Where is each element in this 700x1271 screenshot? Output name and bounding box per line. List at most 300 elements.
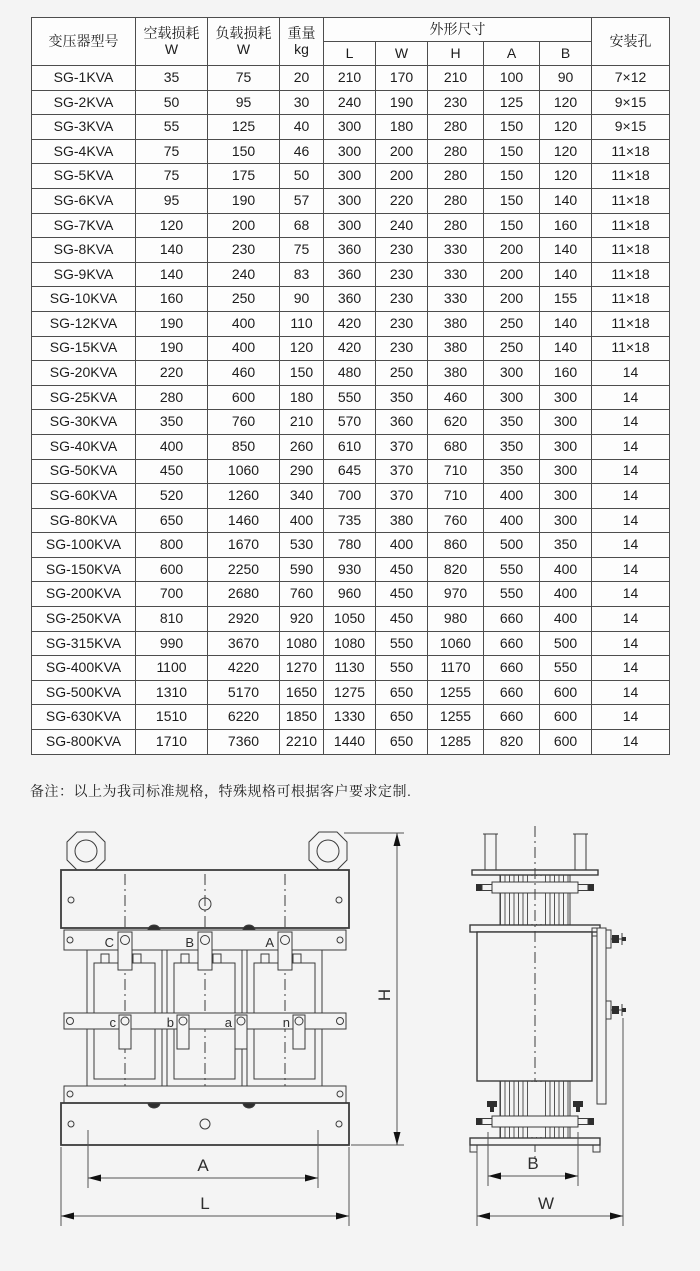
dim-l-cell: 700 [324,484,376,509]
dim-b-cell: 300 [540,410,592,435]
weight-cell: 590 [280,557,324,582]
dim-l-cell: 735 [324,508,376,533]
dim-w-cell: 370 [376,459,428,484]
load-loss-cell: 1260 [208,484,280,509]
model-cell: SG-50KVA [32,459,136,484]
dim-a-cell: 150 [484,188,540,213]
header-load-unit: W [236,40,251,57]
load-loss-cell: 250 [208,287,280,312]
mounting-hole-cell: 14 [592,656,670,681]
table-row [32,66,670,91]
terminal-label-b: b [166,1015,174,1030]
load-loss-cell: 1060 [208,459,280,484]
weight-cell: 920 [280,607,324,632]
noload-loss-cell: 120 [136,213,208,238]
table-row [32,287,670,312]
weight-cell: 40 [280,115,324,140]
mounting-hole-cell: 11×18 [592,188,670,213]
dim-l-cell: 300 [324,115,376,140]
table-row [32,533,670,558]
dim-w-cell: 230 [376,336,428,361]
model-cell: SG-100KVA [32,533,136,558]
model-cell: SG-800KVA [32,730,136,755]
model-cell: SG-80KVA [32,508,136,533]
dim-w-cell: 650 [376,680,428,705]
dim-h-cell: 380 [428,336,484,361]
transformer-side-view-drawing [440,820,690,1234]
table-row [32,631,670,656]
dimension-label-l: L [200,1194,210,1213]
noload-loss-cell: 140 [136,238,208,263]
load-loss-cell: 460 [208,361,280,386]
load-loss-cell: 240 [208,262,280,287]
weight-cell: 75 [280,238,324,263]
noload-loss-cell: 190 [136,311,208,336]
dim-w-cell: 220 [376,188,428,213]
load-loss-cell: 600 [208,385,280,410]
header-load-loss [208,18,280,66]
dim-l-cell: 1275 [324,680,376,705]
mounting-hole-cell: 11×18 [592,262,670,287]
noload-loss-cell: 1310 [136,680,208,705]
noload-loss-cell: 95 [136,188,208,213]
weight-cell: 20 [280,66,324,91]
dim-a-cell: 660 [484,607,540,632]
dim-l-cell: 300 [324,164,376,189]
model-cell: SG-400KVA [32,656,136,681]
dim-h-cell: 1285 [428,730,484,755]
dim-h-cell: 620 [428,410,484,435]
table-row [32,730,670,755]
dim-a-cell: 550 [484,557,540,582]
dimension-label-w: W [537,1194,555,1213]
model-cell: SG-60KVA [32,484,136,509]
terminal-label-n: n [282,1015,290,1030]
dim-h-cell: 330 [428,238,484,263]
model-cell: SG-30KVA [32,410,136,435]
dim-h-cell: 280 [428,164,484,189]
note-text: 备注：以上为我司标准规格，特殊规格可根据客户要求定制. [30,783,412,799]
dim-l-cell: 1330 [324,705,376,730]
dim-w-cell: 230 [376,238,428,263]
dimension-h [344,833,404,1145]
noload-loss-cell: 1710 [136,730,208,755]
terminal-label-C: C [104,935,114,950]
weight-cell: 760 [280,582,324,607]
dim-b-cell: 300 [540,484,592,509]
mounting-hole-cell: 9×15 [592,115,670,140]
dimension-label-a: A [197,1156,209,1175]
dim-b-cell: 160 [540,361,592,386]
dim-w-cell: 370 [376,484,428,509]
mounting-hole-cell: 14 [592,582,670,607]
mounting-hole-cell: 14 [592,607,670,632]
noload-loss-cell: 600 [136,557,208,582]
dim-w-cell: 350 [376,385,428,410]
load-loss-cell: 150 [208,139,280,164]
load-loss-cell: 1460 [208,508,280,533]
dim-h-cell: 710 [428,484,484,509]
weight-cell: 260 [280,434,324,459]
dim-w-cell: 230 [376,262,428,287]
load-loss-cell: 7360 [208,730,280,755]
dim-l-cell: 1080 [324,631,376,656]
mounting-hole-cell: 14 [592,680,670,705]
model-cell: SG-150KVA [32,557,136,582]
dim-b-cell: 120 [540,90,592,115]
dim-a-cell: 100 [484,66,540,91]
noload-loss-cell: 55 [136,115,208,140]
noload-loss-cell: 810 [136,607,208,632]
dim-w-cell: 370 [376,434,428,459]
dim-w-cell: 650 [376,730,428,755]
dim-w-cell: 450 [376,557,428,582]
weight-cell: 120 [280,336,324,361]
dim-l-cell: 550 [324,385,376,410]
model-cell: SG-3KVA [32,115,136,140]
dim-b-cell: 550 [540,656,592,681]
model-cell: SG-15KVA [32,336,136,361]
mounting-hole-cell: 14 [592,533,670,558]
dim-a-cell: 150 [484,164,540,189]
model-cell: SG-8KVA [32,238,136,263]
load-loss-cell: 5170 [208,680,280,705]
dim-l-cell: 210 [324,66,376,91]
load-loss-cell: 75 [208,66,280,91]
dim-h-cell: 1255 [428,705,484,730]
dim-h-cell: 280 [428,115,484,140]
dim-b-cell: 160 [540,213,592,238]
dim-a-cell: 200 [484,238,540,263]
load-loss-cell: 4220 [208,656,280,681]
noload-loss-cell: 35 [136,66,208,91]
mounting-hole-cell: 14 [592,410,670,435]
noload-loss-cell: 280 [136,385,208,410]
dim-b-cell: 140 [540,336,592,361]
mounting-hole-cell: 14 [592,459,670,484]
load-loss-cell: 95 [208,90,280,115]
dim-l-cell: 420 [324,311,376,336]
dim-l-cell: 570 [324,410,376,435]
dim-h-cell: 210 [428,66,484,91]
dim-a-cell: 350 [484,459,540,484]
mounting-hole-cell: 14 [592,730,670,755]
table-header [32,18,670,66]
noload-loss-cell: 1100 [136,656,208,681]
dim-w-cell: 650 [376,705,428,730]
terminal-label-B: B [185,935,194,950]
weight-cell: 30 [280,90,324,115]
side-terminal-bolt-2 [606,1001,626,1019]
dim-a-cell: 820 [484,730,540,755]
load-loss-cell: 850 [208,434,280,459]
noload-loss-cell: 400 [136,434,208,459]
dim-h-cell: 820 [428,557,484,582]
dim-h-cell: 680 [428,434,484,459]
noload-loss-cell: 700 [136,582,208,607]
dim-w-cell: 200 [376,164,428,189]
table-row [32,311,670,336]
table-row [32,656,670,681]
dim-a-cell: 550 [484,582,540,607]
weight-cell: 57 [280,188,324,213]
dim-b-cell: 300 [540,508,592,533]
dim-b-cell: 90 [540,66,592,91]
dim-h-cell: 1060 [428,631,484,656]
load-loss-cell: 125 [208,115,280,140]
bottom-core-stack [470,1081,600,1152]
noload-loss-cell: 75 [136,164,208,189]
table-row [32,459,670,484]
dim-a-cell: 200 [484,262,540,287]
load-loss-cell: 6220 [208,705,280,730]
table-row [32,164,670,189]
dim-h-cell: 380 [428,311,484,336]
model-cell: SG-4KVA [32,139,136,164]
mounting-hole-cell: 11×18 [592,164,670,189]
dim-a-cell: 300 [484,361,540,386]
dim-h-cell: 710 [428,459,484,484]
weight-cell: 180 [280,385,324,410]
dim-l-cell: 1440 [324,730,376,755]
dim-a-cell: 250 [484,336,540,361]
dim-l-cell: 420 [324,336,376,361]
table-row [32,262,670,287]
dim-a-cell: 150 [484,213,540,238]
mounting-hole-cell: 9×15 [592,90,670,115]
table-row [32,705,670,730]
dim-a-cell: 150 [484,115,540,140]
side-terminal-bolt-1 [606,930,626,948]
header-dim-a: A [484,42,540,66]
dim-w-cell: 200 [376,139,428,164]
dim-b-cell: 300 [540,434,592,459]
table-row [32,115,670,140]
mounting-hole-cell: 11×18 [592,139,670,164]
weight-cell: 1270 [280,656,324,681]
noload-loss-cell: 350 [136,410,208,435]
dim-b-cell: 120 [540,164,592,189]
dim-b-cell: 140 [540,188,592,213]
side-terminal-panel [592,928,626,1104]
noload-loss-cell: 800 [136,533,208,558]
dim-b-cell: 400 [540,557,592,582]
model-cell: SG-2KVA [32,90,136,115]
bottom-clamp-bar [64,1086,346,1103]
dimension-label-b: B [527,1154,539,1173]
dim-b-cell: 600 [540,705,592,730]
model-cell: SG-200KVA [32,582,136,607]
model-cell: SG-500KVA [32,680,136,705]
table-row [32,90,670,115]
weight-cell: 1650 [280,680,324,705]
mounting-hole-cell: 11×18 [592,238,670,263]
lifting-eye-left [67,832,105,870]
dim-l-cell: 1130 [324,656,376,681]
mounting-hole-cell: 11×18 [592,336,670,361]
header-dimensions: 外形尺寸 [324,18,592,42]
dim-a-cell: 400 [484,484,540,509]
noload-loss-cell: 990 [136,631,208,656]
dim-w-cell: 450 [376,607,428,632]
dim-l-cell: 1050 [324,607,376,632]
dim-a-cell: 660 [484,631,540,656]
dim-b-cell: 300 [540,459,592,484]
dim-h-cell: 380 [428,361,484,386]
header-load-label: 负载损耗 [215,24,272,41]
terminal-label-a: a [224,1015,232,1030]
dim-h-cell: 280 [428,188,484,213]
load-loss-cell: 2680 [208,582,280,607]
dim-h-cell: 860 [428,533,484,558]
noload-loss-cell: 160 [136,287,208,312]
dim-w-cell: 400 [376,533,428,558]
noload-loss-cell: 140 [136,262,208,287]
dim-l-cell: 360 [324,238,376,263]
header-noload-label: 空载损耗 [143,24,200,41]
weight-cell: 400 [280,508,324,533]
noload-loss-cell: 450 [136,459,208,484]
top-core-stack [470,870,600,932]
table-row [32,385,670,410]
dim-h-cell: 1255 [428,680,484,705]
mounting-hole-cell: 14 [592,361,670,386]
weight-cell: 46 [280,139,324,164]
model-cell: SG-630KVA [32,705,136,730]
dim-h-cell: 280 [428,139,484,164]
dim-w-cell: 190 [376,90,428,115]
lifting-eye-right [309,832,347,870]
load-loss-cell: 400 [208,336,280,361]
dim-l-cell: 645 [324,459,376,484]
dim-b-cell: 300 [540,385,592,410]
model-cell: SG-25KVA [32,385,136,410]
load-loss-cell: 1670 [208,533,280,558]
load-loss-cell: 400 [208,311,280,336]
dim-w-cell: 230 [376,311,428,336]
table-row [32,139,670,164]
table-row [32,508,670,533]
header-model: 变压器型号 [32,18,136,66]
dim-b-cell: 400 [540,582,592,607]
load-loss-cell: 230 [208,238,280,263]
weight-cell: 290 [280,459,324,484]
dim-b-cell: 140 [540,262,592,287]
dim-a-cell: 660 [484,656,540,681]
noload-loss-cell: 1510 [136,705,208,730]
dim-a-cell: 125 [484,90,540,115]
dim-l-cell: 480 [324,361,376,386]
load-loss-cell: 760 [208,410,280,435]
mounting-hole-cell: 11×18 [592,287,670,312]
header-noload-unit: W [164,40,179,57]
table-row [32,361,670,386]
dim-w-cell: 230 [376,287,428,312]
dim-l-cell: 300 [324,188,376,213]
dim-a-cell: 350 [484,434,540,459]
dim-b-cell: 500 [540,631,592,656]
table-row [32,213,670,238]
dim-b-cell: 120 [540,139,592,164]
dim-b-cell: 400 [540,607,592,632]
dim-l-cell: 930 [324,557,376,582]
header-dim-w: W [376,42,428,66]
mounting-hole-cell: 14 [592,557,670,582]
weight-cell: 150 [280,361,324,386]
dim-w-cell: 250 [376,361,428,386]
weight-cell: 110 [280,311,324,336]
transformer-front-view-drawing [46,820,438,1234]
dim-b-cell: 120 [540,115,592,140]
weight-cell: 90 [280,287,324,312]
dim-w-cell: 450 [376,582,428,607]
table-row [32,336,670,361]
header-noload-loss [136,18,208,66]
dim-h-cell: 280 [428,213,484,238]
header-dim-h: H [428,42,484,66]
table-row [32,680,670,705]
mounting-hole-cell: 14 [592,705,670,730]
dim-a-cell: 150 [484,139,540,164]
dim-l-cell: 780 [324,533,376,558]
spec-table-body [32,66,670,755]
dim-w-cell: 360 [376,410,428,435]
table-row [32,484,670,509]
load-loss-cell: 2250 [208,557,280,582]
mounting-hole-cell: 11×18 [592,213,670,238]
dim-b-cell: 140 [540,238,592,263]
model-cell: SG-7KVA [32,213,136,238]
weight-cell: 2210 [280,730,324,755]
load-loss-cell: 2920 [208,607,280,632]
base-plate [61,1103,349,1145]
dim-a-cell: 250 [484,311,540,336]
dim-w-cell: 180 [376,115,428,140]
load-loss-cell: 3670 [208,631,280,656]
dim-l-cell: 360 [324,262,376,287]
noload-loss-cell: 50 [136,90,208,115]
dim-a-cell: 300 [484,385,540,410]
dim-l-cell: 300 [324,139,376,164]
dimension-label-h: H [375,988,394,1002]
dim-h-cell: 980 [428,607,484,632]
model-cell: SG-12KVA [32,311,136,336]
model-cell: SG-1KVA [32,66,136,91]
load-loss-cell: 200 [208,213,280,238]
noload-loss-cell: 650 [136,508,208,533]
model-cell: SG-40KVA [32,434,136,459]
table-row [32,434,670,459]
terminal-label-A: A [265,935,274,950]
dim-h-cell: 230 [428,90,484,115]
dim-w-cell: 240 [376,213,428,238]
table-row [32,607,670,632]
model-cell: SG-10KVA [32,287,136,312]
weight-cell: 1850 [280,705,324,730]
header-weight-label: 重量 [287,24,316,41]
dim-b-cell: 600 [540,680,592,705]
mounting-hole-cell: 14 [592,434,670,459]
noload-loss-cell: 75 [136,139,208,164]
dim-h-cell: 330 [428,287,484,312]
weight-cell: 530 [280,533,324,558]
dim-l-cell: 360 [324,287,376,312]
mounting-hole-cell: 11×18 [592,311,670,336]
table-row [32,410,670,435]
dim-a-cell: 500 [484,533,540,558]
terminal-label-c: c [109,1015,116,1030]
dim-a-cell: 350 [484,410,540,435]
